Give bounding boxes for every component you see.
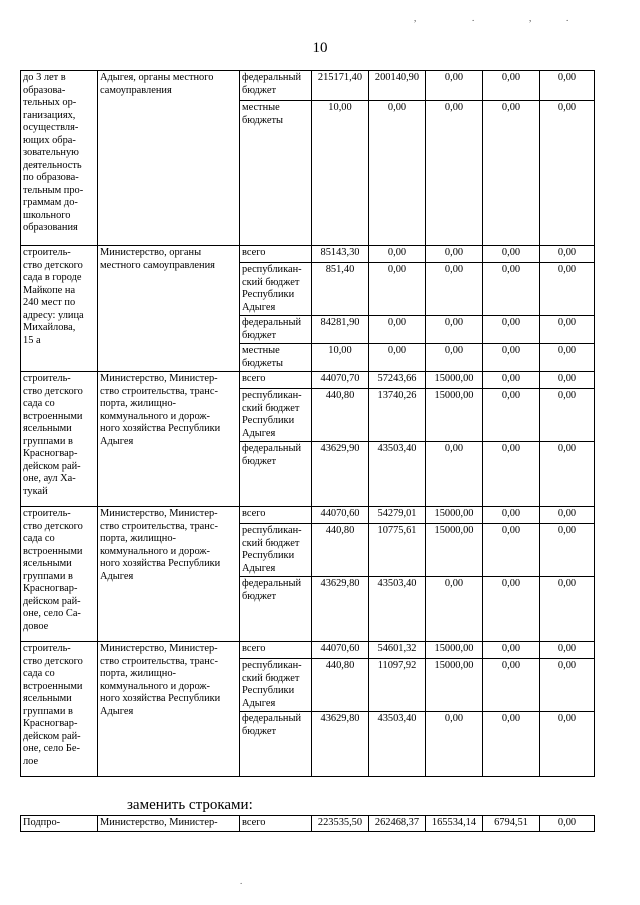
executor-line: ного хозяйства Республики bbox=[100, 423, 221, 434]
object-line: строитель- bbox=[23, 373, 71, 384]
object-line: сада со bbox=[23, 668, 55, 679]
value-cell: 0,00 bbox=[483, 642, 540, 659]
source-cell bbox=[240, 524, 312, 577]
value-cell: 0,00 bbox=[483, 316, 540, 344]
value-cell: 440,80 bbox=[312, 524, 369, 577]
source-line: ский бюджет bbox=[242, 402, 300, 414]
source-line: Адыгея bbox=[242, 562, 276, 574]
object-cell bbox=[21, 642, 98, 777]
object-line: до 3 лет в bbox=[23, 72, 66, 83]
object-line: зовательную bbox=[23, 147, 79, 158]
executor-cell bbox=[98, 372, 240, 507]
object-line: по образова- bbox=[23, 172, 79, 183]
scan-mark: , bbox=[414, 13, 417, 23]
value-cell: 0,00 bbox=[483, 389, 540, 442]
object-line: адресу: улица bbox=[23, 309, 84, 321]
source-line: Адыгея bbox=[242, 697, 276, 709]
object-cell bbox=[21, 372, 98, 507]
value-cell: 0,00 bbox=[540, 101, 595, 246]
source-line: местные bbox=[242, 102, 280, 113]
source-cell bbox=[240, 389, 312, 442]
value-cell: 0,00 bbox=[426, 246, 483, 263]
table-row bbox=[21, 816, 595, 832]
value-cell: 0,00 bbox=[483, 372, 540, 389]
object-line: группами в bbox=[23, 705, 73, 717]
source-cell bbox=[240, 246, 312, 263]
value-cell: 0,00 bbox=[540, 642, 595, 659]
object-line: лое bbox=[23, 755, 39, 767]
value-cell: 0,00 bbox=[540, 344, 595, 372]
object-cell bbox=[21, 71, 98, 246]
source-line: бюджет bbox=[242, 84, 277, 96]
executor-cell bbox=[98, 642, 240, 777]
source-cell bbox=[240, 316, 312, 344]
object-line: сада со bbox=[23, 533, 55, 544]
executor-line: Адыгея, органы местного bbox=[100, 72, 214, 83]
object-line: тельных ор- bbox=[23, 97, 77, 108]
value-cell: 440,80 bbox=[312, 389, 369, 442]
value-cell: 440,80 bbox=[312, 659, 369, 712]
executor-line: самоуправления bbox=[100, 84, 172, 96]
object-line: оне, аул Ха- bbox=[23, 473, 76, 484]
object-line: 240 мест по bbox=[23, 297, 76, 308]
source-cell bbox=[240, 101, 312, 246]
source-line: Республики bbox=[242, 550, 295, 561]
value-cell: 44070,60 bbox=[312, 507, 369, 524]
value-cell: 0,00 bbox=[540, 712, 595, 777]
value-cell: 43503,40 bbox=[369, 442, 426, 507]
source-line: республикан- bbox=[242, 525, 302, 536]
page-number: 10 bbox=[312, 40, 328, 56]
object-line: строитель- bbox=[23, 508, 71, 519]
source-cell bbox=[240, 442, 312, 507]
executor-line: ного хозяйства Республики bbox=[100, 693, 221, 704]
value-cell: 0,00 bbox=[483, 442, 540, 507]
source-cell bbox=[240, 642, 312, 659]
object-line: оне, село Са- bbox=[23, 608, 81, 619]
value-cell: 0,00 bbox=[540, 659, 595, 712]
executor-cell bbox=[98, 246, 240, 372]
value-cell: 0,00 bbox=[483, 659, 540, 712]
source-cell bbox=[240, 344, 312, 372]
value-cell: 10,00 bbox=[312, 101, 369, 246]
source-line: федеральный bbox=[242, 443, 302, 454]
value-cell: 0,00 bbox=[426, 344, 483, 372]
value-cell: 0,00 bbox=[426, 71, 483, 101]
value-cell: 43503,40 bbox=[369, 577, 426, 642]
value-cell: 43629,80 bbox=[312, 577, 369, 642]
object-line: Красногвар- bbox=[23, 448, 78, 459]
executor-cell: Министерство, Министер- bbox=[98, 816, 240, 832]
value-cell: 6794,51 bbox=[483, 816, 540, 832]
object-cell bbox=[21, 246, 98, 372]
value-cell: 15000,00 bbox=[426, 372, 483, 389]
executor-line: Министерство, Министер- bbox=[100, 508, 218, 519]
source-cell bbox=[240, 372, 312, 389]
object-line: ясельными bbox=[23, 693, 72, 704]
value-cell: 0,00 bbox=[540, 442, 595, 507]
value-cell: 0,00 bbox=[540, 263, 595, 316]
value-cell: 0,00 bbox=[540, 246, 595, 263]
source-line: республикан- bbox=[242, 390, 302, 401]
table-row bbox=[21, 71, 595, 101]
scan-mark: , bbox=[529, 13, 532, 23]
object-line: ство детского bbox=[23, 655, 83, 667]
value-cell: 0,00 bbox=[540, 71, 595, 101]
source-line: федеральный bbox=[242, 317, 302, 328]
object-line: школьного bbox=[23, 209, 71, 221]
value-cell: 0,00 bbox=[369, 344, 426, 372]
executor-line: коммунального и дорож- bbox=[100, 410, 211, 422]
value-cell: 165534,14 bbox=[426, 816, 483, 832]
value-cell: 0,00 bbox=[540, 816, 595, 832]
value-cell: 54601,32 bbox=[369, 642, 426, 659]
source-line: бюджеты bbox=[242, 357, 283, 369]
value-cell: 0,00 bbox=[483, 524, 540, 577]
value-cell: 44070,60 bbox=[312, 642, 369, 659]
table-row bbox=[21, 246, 595, 263]
object-line: деятельность bbox=[23, 159, 82, 171]
scan-mark: . bbox=[240, 876, 243, 886]
object-line: Красногвар- bbox=[23, 583, 78, 594]
source-line: бюджет bbox=[242, 725, 277, 737]
value-cell: 0,00 bbox=[483, 507, 540, 524]
value-cell: 0,00 bbox=[426, 263, 483, 316]
object-cell bbox=[21, 507, 98, 642]
value-cell: 15000,00 bbox=[426, 507, 483, 524]
source-line: бюджет bbox=[242, 329, 277, 341]
value-cell: 0,00 bbox=[426, 316, 483, 344]
source-line: всего bbox=[242, 247, 266, 258]
executor-line: ство строительства, транс- bbox=[100, 655, 218, 667]
value-cell: 15000,00 bbox=[426, 642, 483, 659]
object-line: сада в городе bbox=[23, 272, 82, 283]
value-cell: 15000,00 bbox=[426, 389, 483, 442]
source-cell bbox=[240, 577, 312, 642]
source-line: ский бюджет bbox=[242, 537, 300, 549]
executor-line: порта, жилищно- bbox=[100, 533, 176, 544]
source-cell bbox=[240, 263, 312, 316]
source-line: Адыгея bbox=[242, 301, 276, 313]
value-cell: 0,00 bbox=[483, 344, 540, 372]
executor-line: местного самоуправления bbox=[100, 259, 215, 271]
object-line: ясельными bbox=[23, 558, 72, 569]
value-cell: 84281,90 bbox=[312, 316, 369, 344]
executor-line: коммунального и дорож- bbox=[100, 545, 211, 557]
object-line: группами в bbox=[23, 570, 73, 582]
value-cell: 0,00 bbox=[540, 372, 595, 389]
object-line: Михайлова, bbox=[23, 322, 76, 333]
value-cell: 0,00 bbox=[540, 507, 595, 524]
value-cell: 0,00 bbox=[540, 389, 595, 442]
source-cell bbox=[240, 507, 312, 524]
value-cell: 215171,40 bbox=[312, 71, 369, 101]
object-line: ство детского bbox=[23, 520, 83, 532]
value-cell: 15000,00 bbox=[426, 524, 483, 577]
value-cell: 0,00 bbox=[369, 246, 426, 263]
object-line: тельным про- bbox=[23, 184, 84, 196]
object-cell: Подпро- bbox=[21, 816, 98, 832]
value-cell: 54279,01 bbox=[369, 507, 426, 524]
value-cell: 0,00 bbox=[483, 246, 540, 263]
object-line: ганизациях, bbox=[23, 109, 76, 121]
source-line: республикан- bbox=[242, 264, 302, 275]
source-line: всего bbox=[242, 508, 266, 519]
object-line: строитель- bbox=[23, 643, 71, 654]
value-cell: 43629,90 bbox=[312, 442, 369, 507]
value-cell: 43629,80 bbox=[312, 712, 369, 777]
source-line: бюджеты bbox=[242, 114, 283, 126]
object-line: оне, село Бе- bbox=[23, 743, 80, 754]
header-scan-marks bbox=[0, 13, 640, 23]
replacement-table bbox=[20, 815, 595, 832]
replace-with-rows-text: заменить строками: bbox=[127, 797, 253, 813]
source-line: бюджет bbox=[242, 455, 277, 467]
object-line: строитель- bbox=[23, 247, 71, 258]
value-cell: 10,00 bbox=[312, 344, 369, 372]
source-line: федеральный bbox=[242, 578, 302, 589]
source-cell bbox=[240, 71, 312, 101]
value-cell: 200140,90 bbox=[369, 71, 426, 101]
executor-line: Министерство, Министер- bbox=[100, 643, 218, 654]
object-line: дейском рай- bbox=[23, 730, 81, 742]
object-line: сада со bbox=[23, 398, 55, 409]
table-row bbox=[21, 372, 595, 389]
table-row bbox=[21, 507, 595, 524]
executor-line: ного хозяйства Республики bbox=[100, 558, 221, 569]
scan-mark: . bbox=[566, 13, 569, 23]
value-cell: 0,00 bbox=[369, 263, 426, 316]
executor-line: ство строительства, транс- bbox=[100, 385, 218, 397]
value-cell: 0,00 bbox=[426, 101, 483, 246]
source-cell bbox=[240, 712, 312, 777]
table-row bbox=[21, 642, 595, 659]
executor-line: Адыгея bbox=[100, 705, 134, 717]
source-line: Адыгея bbox=[242, 427, 276, 439]
source-cell bbox=[240, 659, 312, 712]
value-cell: 15000,00 bbox=[426, 659, 483, 712]
value-cell: 57243,66 bbox=[369, 372, 426, 389]
object-line: 15 а bbox=[23, 334, 41, 346]
object-line: дейском рай- bbox=[23, 595, 81, 607]
source-line: всего bbox=[242, 643, 266, 654]
scan-mark: . bbox=[472, 13, 475, 23]
object-line: образова- bbox=[23, 84, 66, 96]
source-line: федеральный bbox=[242, 72, 302, 83]
source-line: Республики bbox=[242, 415, 295, 426]
object-line: ясельными bbox=[23, 423, 72, 434]
executor-cell bbox=[98, 71, 240, 246]
object-line: ство детского bbox=[23, 385, 83, 397]
executor-line: Адыгея bbox=[100, 435, 134, 447]
value-cell: 10775,61 bbox=[369, 524, 426, 577]
value-cell: 0,00 bbox=[426, 442, 483, 507]
value-cell: 85143,30 bbox=[312, 246, 369, 263]
value-cell: 0,00 bbox=[540, 316, 595, 344]
value-cell: 0,00 bbox=[483, 263, 540, 316]
value-cell: 43503,40 bbox=[369, 712, 426, 777]
object-line: довое bbox=[23, 620, 49, 632]
object-line: ство детского bbox=[23, 259, 83, 271]
object-line: встроенными bbox=[23, 545, 83, 557]
object-line: ющих обра- bbox=[23, 134, 76, 146]
value-cell: 13740,26 bbox=[369, 389, 426, 442]
object-line: встроенными bbox=[23, 680, 83, 692]
executor-line: порта, жилищно- bbox=[100, 668, 176, 679]
object-line: тукай bbox=[23, 485, 48, 497]
executor-line: порта, жилищно- bbox=[100, 398, 176, 409]
source-line: ский бюджет bbox=[242, 672, 300, 684]
value-cell: 11097,92 bbox=[369, 659, 426, 712]
budget-table bbox=[20, 70, 595, 777]
object-line: дейском рай- bbox=[23, 460, 81, 472]
value-cell: 0,00 bbox=[483, 577, 540, 642]
value-cell: 0,00 bbox=[426, 712, 483, 777]
value-cell: 0,00 bbox=[483, 101, 540, 246]
source-line: Республики bbox=[242, 289, 295, 300]
value-cell: 0,00 bbox=[369, 316, 426, 344]
object-line: Майкопе на bbox=[23, 284, 76, 296]
value-cell: 0,00 bbox=[483, 71, 540, 101]
value-cell: 0,00 bbox=[369, 101, 426, 246]
object-line: граммам до- bbox=[23, 197, 78, 208]
source-line: республикан- bbox=[242, 660, 302, 671]
value-cell: 851,40 bbox=[312, 263, 369, 316]
source-line: всего bbox=[242, 373, 266, 384]
source-line: ский бюджет bbox=[242, 276, 300, 288]
source-line: федеральный bbox=[242, 713, 302, 724]
value-cell: 262468,37 bbox=[369, 816, 426, 832]
object-line: осуществля- bbox=[23, 122, 79, 133]
value-cell: 0,00 bbox=[426, 577, 483, 642]
value-cell: 0,00 bbox=[483, 712, 540, 777]
value-cell: 44070,70 bbox=[312, 372, 369, 389]
object-line: образования bbox=[23, 222, 78, 233]
executor-line: Министерство, Министер- bbox=[100, 373, 218, 384]
value-cell: 0,00 bbox=[540, 524, 595, 577]
object-line: Красногвар- bbox=[23, 718, 78, 729]
value-cell: 0,00 bbox=[540, 577, 595, 642]
source-line: местные bbox=[242, 345, 280, 356]
executor-line: коммунального и дорож- bbox=[100, 680, 211, 692]
executor-line: ство строительства, транс- bbox=[100, 520, 218, 532]
source-line: бюджет bbox=[242, 590, 277, 602]
executor-line: Министерство, органы bbox=[100, 247, 202, 258]
executor-cell bbox=[98, 507, 240, 642]
value-cell: 223535,50 bbox=[312, 816, 369, 832]
source-cell: всего bbox=[240, 816, 312, 832]
object-line: группами в bbox=[23, 435, 73, 447]
object-line: встроенными bbox=[23, 410, 83, 422]
executor-line: Адыгея bbox=[100, 570, 134, 582]
source-line: Республики bbox=[242, 685, 295, 696]
